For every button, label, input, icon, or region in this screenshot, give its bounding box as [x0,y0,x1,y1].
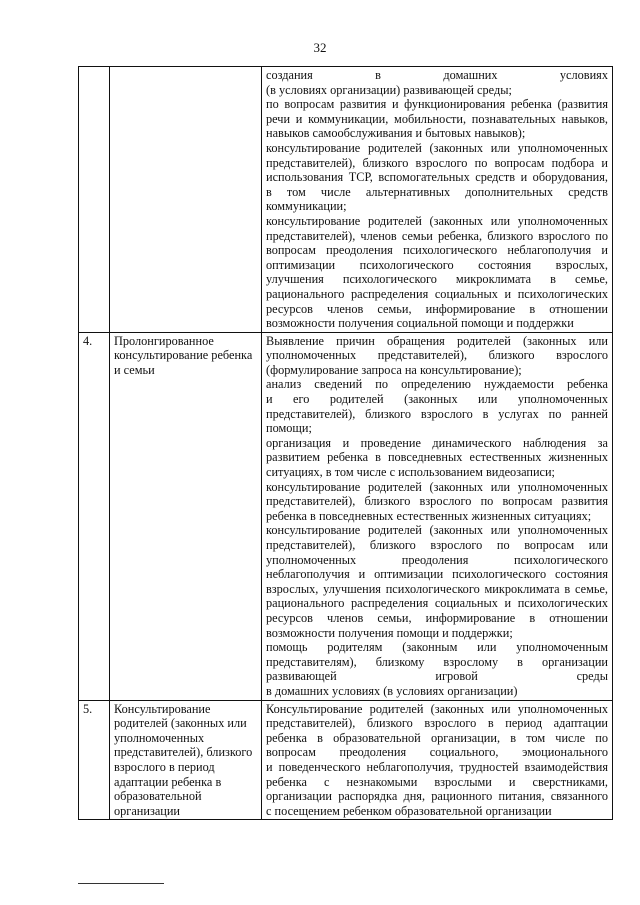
content-line: уполномоченных представителей), близкого взрослого [266,348,608,363]
content-line: (формулирование запроса на консультирование); [266,362,522,377]
content-line: речи и коммуникации, мобильности, познавательных навыков, [266,111,608,126]
services-table [78,66,613,820]
content-line: использования ТСР, вспомогательных средств и оборудования, [266,170,608,185]
content-line: представителей), близкого взрослого в период адаптации [266,716,608,731]
content-line: представителей), близкого взрослого по вопросам или [266,538,608,552]
content-line: рационального распределения социальных и психологических [266,596,608,611]
content-line: с посещением ребенком образовательной организации [266,803,552,818]
content-line: в том числе альтернативных дополнительных средств [266,184,608,199]
content-line: создания в домашних условиях [266,68,608,82]
content-line: представителей), членов семьи ребенка, близкого взрослого по [266,228,608,243]
content-line: организации распорядка дня, рационного питания, связанного [266,789,608,804]
service-name-cell [110,67,262,333]
content-line: ресурсов членов семьи, информирование в отношении [266,301,608,316]
content-line: навыков самообслуживания и бытовых навыков); [266,126,526,141]
content-line: ресурсов членов семьи, информирование в отношении [266,610,608,625]
table-row [79,67,613,333]
content-line: анализ сведений по определению нуждаемости ребенка [266,377,608,392]
content-line: помощи; [266,421,312,436]
page-number: 32 [313,40,327,55]
service-content-cell [262,700,613,820]
content-line: ребенка с незнакомыми взрослыми и сверстниками, [266,774,608,789]
content-line: консультирование родителей (законных или уполномоченных [266,523,608,538]
table-row [79,332,613,700]
content-line: ребенка в повседневных естественных жизненных ситуациях; [266,508,592,523]
row-number-cell: 5. [79,700,110,820]
row-number-cell [79,67,110,333]
content-line: представителей), близкого взрослого по вопросам развития [266,494,608,509]
content-line: оптимизации психологического состояния взрослых, [266,257,608,272]
content-line: представителей), близкого взрослого по вопросам подбора и [266,155,608,170]
content-line: коммуникации; [266,199,347,214]
content-line: и его родителей (законных или уполномоченных [266,392,608,407]
content-line: ребенка в образовательной организации, в том числе по [266,730,608,745]
service-name-cell: Пролонгированное консультирование ребенка и семьи [110,332,262,700]
service-content-cell [262,67,613,333]
content-line: Выявление причин обращения родителей (законных или [266,333,608,348]
content-line: развитием ребенка в повседневных естественных жизненных [266,450,608,465]
content-line: консультирование родителей (законных или уполномоченных [266,213,608,228]
footnote-divider [78,883,164,884]
service-name-cell: Консультирование родителей (законных или уполномоченных представителей), близкого взрослого в период адаптации ребенка в образовательной организации [110,700,262,820]
content-line: взрослых, улучшения психологического микроклимата в семье, [266,581,608,596]
content-line: ситуациях, в том числе с использованием видеозаписи; [266,465,555,480]
content-line: Консультирование родителей (законных или уполномоченных [266,701,608,716]
content-line: консультирование родителей (законных или уполномоченных [266,479,608,494]
content-line: в домашних условиях (в условиях организации) [266,683,518,698]
content-line: развивающей игровой среды [266,669,608,684]
content-line: представителям), близкому взрослому в организации [266,654,608,669]
row-number-cell: 4. [79,332,110,700]
content-line: вопросам преодоления социального, эмоционального [266,745,608,760]
content-line: возможности получения социальной помощи и поддержки [266,316,574,331]
content-line: вопросам преодоления психологического неблагополучия и [266,243,608,258]
content-line: помощь родителям (законным или уполномоченным [266,640,608,655]
content-line: рационального распределения социальных и психологических [266,286,608,301]
content-line: и поведенческого неблагополучия, трудностей взаимодействия [266,759,608,774]
content-line: представителей), близкого взрослого в услугах по ранней [266,406,608,421]
content-line: (в условиях организации) развивающей среды; [266,82,512,97]
content-line: неблагополучия и оптимизации психологического состояния [266,567,608,582]
content-line: консультирование родителей (законных или уполномоченных [266,140,608,155]
content-line: уполномоченных преодоления психологического [266,552,608,567]
content-line: улучшения психологического микроклимата в семье, [266,272,608,287]
service-content-cell [262,332,613,700]
content-line: по вопросам развития и функционирования ребенка (развития [266,97,608,112]
content-line: организация и проведение динамического наблюдения за [266,435,608,450]
content-line: возможности получения помощи и поддержки; [266,625,513,640]
table-row [79,700,613,820]
